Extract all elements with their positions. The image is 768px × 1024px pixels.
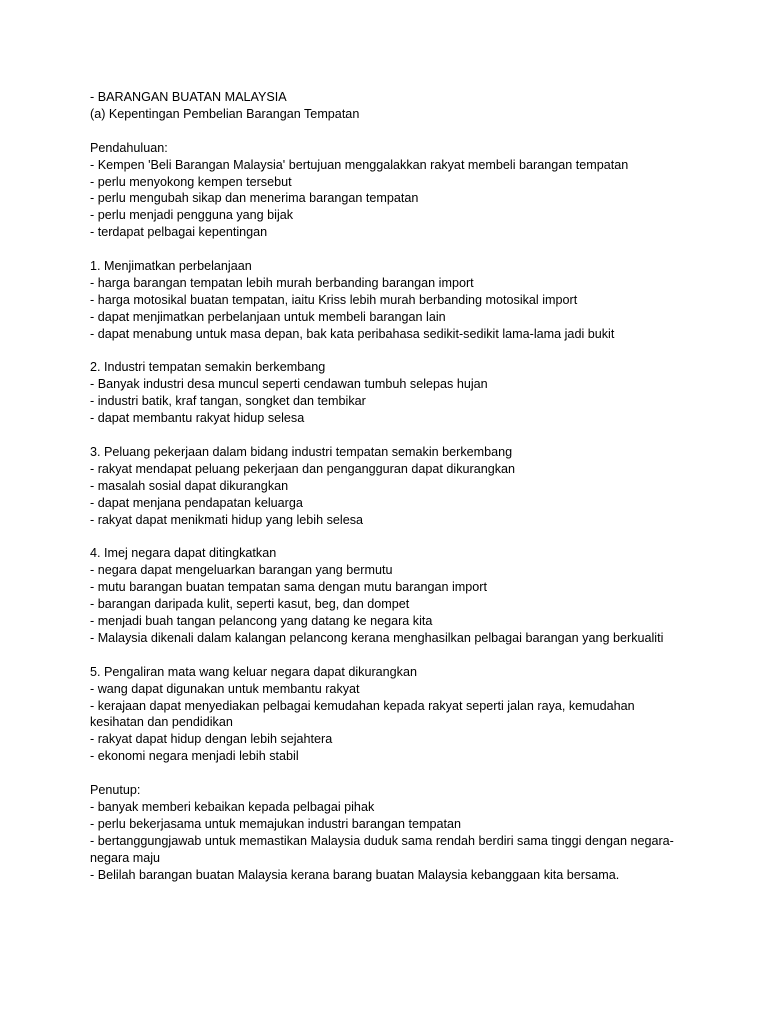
list-item: - industri batik, kraf tangan, songket dan tembikar bbox=[90, 394, 366, 409]
list-item: - dapat menjimatkan perbelanjaan untuk membeli barangan lain bbox=[90, 309, 446, 324]
list-item: - harga motosikal buatan tempatan, iaitu Kriss lebih murah berbanding motosikal import bbox=[90, 292, 578, 307]
intro-section bbox=[90, 140, 690, 241]
section-heading: 1. Menjimatkan perbelanjaan bbox=[90, 259, 252, 274]
list-item: - dapat menjana pendapatan keluarga bbox=[90, 495, 303, 510]
section-1 bbox=[90, 258, 690, 343]
list-item: - masalah sosial dapat dikurangkan bbox=[90, 478, 289, 493]
list-item: - rakyat dapat hidup dengan lebih sejahtera bbox=[90, 732, 333, 747]
list-item: - perlu bekerjasama untuk memajukan industri barangan tempatan bbox=[90, 816, 462, 831]
list-item: - negara dapat mengeluarkan barangan yang bermutu bbox=[90, 563, 393, 578]
list-item: - mutu barangan buatan tempatan sama dengan mutu barangan import bbox=[90, 580, 487, 595]
section-heading: 4. Imej negara dapat ditingkatkan bbox=[90, 546, 277, 561]
section-2 bbox=[90, 359, 690, 427]
spacer bbox=[90, 343, 690, 360]
list-item: - ekonomi negara menjadi lebih stabil bbox=[90, 749, 299, 764]
list-item: - terdapat pelbagai kepentingan bbox=[90, 225, 268, 240]
list-item: - Banyak industri desa muncul seperti cendawan tumbuh selepas hujan bbox=[90, 377, 488, 392]
list-item: - Kempen 'Beli Barangan Malaysia' bertujuan menggalakkan rakyat membeli barangan tempatan bbox=[90, 157, 629, 172]
spacer bbox=[90, 765, 690, 782]
section-heading: 5. Pengaliran mata wang keluar negara dapat dikurangkan bbox=[90, 664, 417, 679]
list-item: - rakyat mendapat peluang pekerjaan dan pengangguran dapat dikurangkan bbox=[90, 461, 516, 476]
document-title: - BARANGAN BUATAN MALAYSIA bbox=[90, 90, 287, 104]
section-heading: 3. Peluang pekerjaan dalam bidang industri tempatan semakin berkembang bbox=[90, 444, 513, 459]
spacer bbox=[90, 241, 690, 258]
list-item: - bertanggungjawab untuk memastikan Malaysia duduk sama rendah berdiri sama tinggi dengan negara-negara maju bbox=[90, 833, 674, 865]
list-item: - menjadi buah tangan pelancong yang datang ke negara kita bbox=[90, 614, 433, 629]
list-item: - barangan daripada kulit, seperti kasut, beg, dan dompet bbox=[90, 597, 410, 612]
section-heading: Pendahuluan: bbox=[90, 140, 168, 155]
list-item: - rakyat dapat menikmati hidup yang lebih selesa bbox=[90, 512, 364, 527]
section-4 bbox=[90, 545, 690, 646]
list-item: - harga barangan tempatan lebih murah berbanding barangan import bbox=[90, 275, 474, 290]
section-heading: 2. Industri tempatan semakin berkembang bbox=[90, 360, 326, 375]
list-item: - perlu menjadi pengguna yang bijak bbox=[90, 208, 294, 223]
list-item: - wang dapat digunakan untuk membantu rakyat bbox=[90, 681, 360, 696]
list-item: - dapat membantu rakyat hidup selesa bbox=[90, 411, 305, 426]
section-3 bbox=[90, 444, 690, 529]
document-subtitle: (a) Kepentingan Pembelian Barangan Tempatan bbox=[90, 106, 360, 121]
list-item: - Malaysia dikenali dalam kalangan pelancong kerana menghasilkan pelbagai barangan yang berkualiti bbox=[90, 630, 664, 645]
list-item: - Belilah barangan buatan Malaysia kerana barang buatan Malaysia kebanggaan kita bersama. bbox=[90, 867, 620, 882]
list-item: - perlu menyokong kempen tersebut bbox=[90, 174, 292, 189]
spacer bbox=[90, 647, 690, 664]
list-item: - dapat menabung untuk masa depan, bak kata peribahasa sedikit-sedikit lama-lama jadi bukit bbox=[90, 326, 615, 341]
list-item: - kerajaan dapat menyediakan pelbagai kemudahan kepada rakyat seperti jalan raya, kemudahan kesihatan dan pendidikan bbox=[90, 698, 635, 730]
closing-section bbox=[90, 782, 690, 883]
list-item: - banyak memberi kebaikan kepada pelbagai pihak bbox=[90, 799, 375, 814]
list-item: - perlu mengubah sikap dan menerima barangan tempatan bbox=[90, 191, 419, 206]
document-body bbox=[90, 89, 690, 883]
spacer bbox=[90, 123, 690, 140]
section-heading: Penutup: bbox=[90, 783, 141, 798]
spacer bbox=[90, 427, 690, 444]
section-5 bbox=[90, 664, 690, 765]
spacer bbox=[90, 529, 690, 546]
